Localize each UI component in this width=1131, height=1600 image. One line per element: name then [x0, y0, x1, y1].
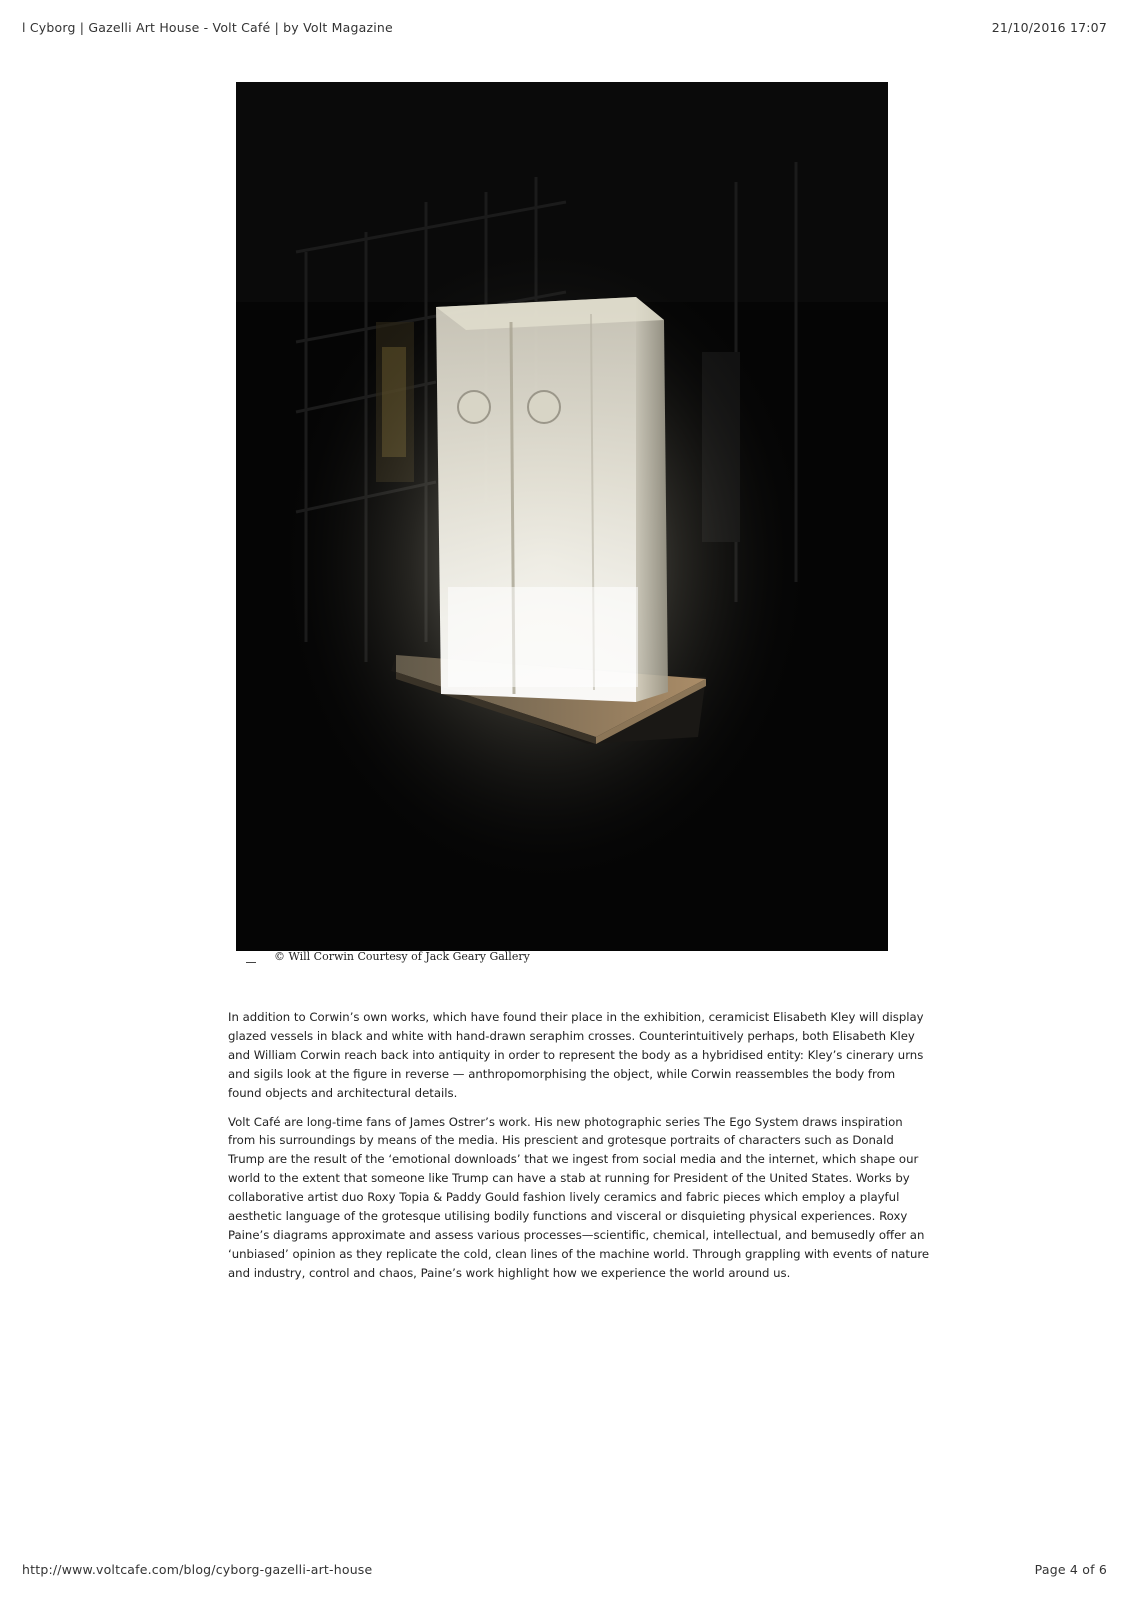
article-paragraph: Volt Café are long-time fans of James Ostrer’s work. His new photographic series The Ego System draws inspiration from his surroundings by means of the media. His prescient and grotesque portraits of characters such as Donald Trump are the result of the ‘emotional downloads’ that we ingest from social media and the internet, which shape our world to the extent that someone like Trump can have a stab at running for President of the United States. Works by collaborative artist duo Roxy Topia & Paddy Gould fashion lively ceramics and fabric pieces which employ a playful aesthetic language of the grotesque utilising bodily functions and visceral or disquieting physical experiences. Roxy Paine’s diagrams approximate and assess various processes—scientific, chemical, intellectual, and bemusedly offer an ‘unbiased’ opinion as they replicate the cold, clean lines of the machine world. Through grappling with events of nature and industry, control and chaos, Paine’s work highlight how we experience the world around us. [228, 1114, 930, 1280]
photo-caption: © Will Corwin Courtesy of Jack Geary Gallery [274, 950, 530, 963]
print-footer [22, 1562, 1107, 1580]
sculpture-photo [236, 82, 888, 951]
page-url[interactable]: http://www.voltcafe.com/blog/cyborg-gazelli-art-house [22, 1562, 373, 1577]
page-number: Page 4 of 6 [1034, 1562, 1107, 1577]
print-datetime: 21/10/2016 17:07 [991, 20, 1107, 35]
print-header [22, 20, 1107, 38]
page-title: l Cyborg | Gazelli Art House - Volt Café | by Volt Magazine [22, 20, 393, 35]
article-paragraph: In addition to Corwin’s own works, which have found their place in the exhibition, ceramicist Elisabeth Kley will display glazed vessels in black and white with hand-drawn seraphim crosses. Counterintuitively perhaps, both Elisabeth Kley and William Corwin reach back into antiquity in order to represent the body as a hybridised entity: Kley’s cinerary urns and sigils look at the figure in reverse — anthropomorphising the object, while Corwin reassembles the body from found objects and architectural details. [228, 1010, 924, 1100]
caption-dash [246, 962, 256, 963]
article-body [228, 1008, 932, 1293]
